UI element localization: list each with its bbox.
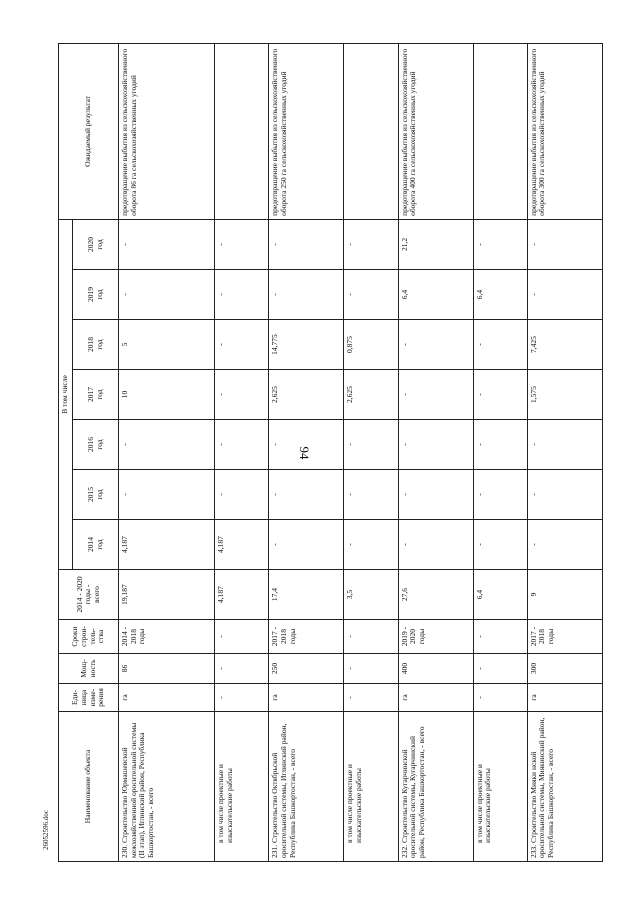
cell-2020: - [527,219,602,269]
total-cell: 17,4 [269,570,344,620]
header-2019: 2019 год [73,270,119,320]
term-cell: - [473,620,527,654]
header-including: В том числе [59,219,73,569]
cell-2015: - [344,470,398,520]
unit-cell: - [215,684,269,712]
term-cell: 2017 - 2018 годы [269,620,344,654]
header-capacity: Мощ- ность [59,654,119,684]
cell-2016: - [344,420,398,470]
cell-2018: - [473,320,527,370]
cell-2014: 4,187 [119,520,215,570]
rotated-table-area [58,44,603,862]
cell-2020: - [344,219,398,269]
cell-2020: - [269,219,344,269]
capacity-cell: 86 [119,654,215,684]
result-cell [344,43,398,219]
page-number: 94 [297,446,312,460]
result-cell: предотвращение выбытия из сельскохозяйственного оборота 300 га сельскохозяйственных угодий [527,43,602,219]
cell-2019: 6,4 [398,270,473,320]
header-2018: 2018 год [73,320,119,370]
cell-2018: - [398,320,473,370]
header-2020: 2020 год [73,219,119,269]
cell-2014: - [344,520,398,570]
header-name: Наименование объекта [59,712,119,862]
cell-2014: - [473,520,527,570]
total-cell: 27,6 [398,570,473,620]
cell-2018: 0,875 [344,320,398,370]
table-row [269,43,344,861]
object-name: в том числе проектные и изыскательские работы [215,712,269,862]
cell-2017: - [473,370,527,420]
capacity-cell: 400 [398,654,473,684]
cell-2016: - [269,420,344,470]
result-cell [473,43,527,219]
object-name: 231. Строительство Октябрьской оросительной системы, Иглинский район, Республика Башкортостан, - всего [269,712,344,862]
object-name: в том числе проектные и изыскательские работы [473,712,527,862]
cell-2019: - [215,270,269,320]
cell-2016: - [215,420,269,470]
term-cell: 2019 - 2020 годы [398,620,473,654]
header-term: Сроки строи- тель- ства [59,620,119,654]
header-result: Ожидаемый результат [59,43,119,219]
cell-2014: - [269,520,344,570]
total-cell: 4,187 [215,570,269,620]
object-name: 230. Строительство Юрмашевской межхозяйственной оросительной системы (II этап), Иглинский район, Республика Башкортостан, - всего [119,712,215,862]
total-cell: 9 [527,570,602,620]
cell-2019: - [119,270,215,320]
table-header [59,43,119,861]
unit-cell: - [344,684,398,712]
result-cell [215,43,269,219]
cell-2017: 10 [119,370,215,420]
cell-2015: - [215,470,269,520]
result-cell: предотвращение выбытия из сельскохозяйственного оборота 86 га сельскохозяйственных угодий [119,43,215,219]
cell-2018: 14,775 [269,320,344,370]
cell-2018: 7,425 [527,320,602,370]
cell-2019: - [344,270,398,320]
cell-2017: 2,625 [269,370,344,420]
result-cell: предотвращение выбытия из сельскохозяйственного оборота 250 га сельскохозяйственных угодий [269,43,344,219]
header-unit: Еди- ница изме- рения [59,684,119,712]
table-row [527,43,602,861]
cell-2017: - [215,370,269,420]
cell-2020: - [473,219,527,269]
cell-2015: - [473,470,527,520]
cell-2015: - [269,470,344,520]
cell-2017: 1,575 [527,370,602,420]
cell-2014: 4,187 [215,520,269,570]
cell-2015: - [398,470,473,520]
cell-2015: - [119,470,215,520]
cell-2020: - [119,219,215,269]
object-name: в том числе проектные и изыскательские работы [344,712,398,862]
table-row [398,43,473,861]
cell-2016: - [473,420,527,470]
cell-2014: - [527,520,602,570]
term-cell: 2014 - 2018 годы [119,620,215,654]
total-cell: 3,5 [344,570,398,620]
unit-cell: га [269,684,344,712]
cell-2014: - [398,520,473,570]
construction-objects-table [58,43,603,862]
cell-2019: - [527,270,602,320]
cell-2018: - [215,320,269,370]
table-row [215,43,269,861]
term-cell: 2017 - 2018 годы [527,620,602,654]
cell-2020: - [215,219,269,269]
unit-cell: га [398,684,473,712]
cell-2020: 21,2 [398,219,473,269]
cell-2019: 6,4 [473,270,527,320]
table-wrapper [58,44,603,862]
cell-2019: - [269,270,344,320]
unit-cell: га [527,684,602,712]
term-cell: - [344,620,398,654]
cell-2017: - [398,370,473,420]
object-name: 232. Строительство Кугарчинской оросительной системы, Кугарчинский район, Республика Башкортостан, - всего [398,712,473,862]
header-total: 2014 - 2020 годы - всего [59,570,119,620]
capacity-cell: 300 [527,654,602,684]
header-2014: 2014 год [73,520,119,570]
unit-cell: - [473,684,527,712]
table-row [473,43,527,861]
cell-2017: 2,625 [344,370,398,420]
table-row [344,43,398,861]
cell-2016: - [527,420,602,470]
capacity-cell: 250 [269,654,344,684]
result-cell: предотвращение выбытия из сельскохозяйственного оборота 400 га сельскохозяйственных угодий [398,43,473,219]
cell-2015: - [527,470,602,520]
unit-cell: га [119,684,215,712]
header-2015: 2015 год [73,470,119,520]
cell-2016: - [119,420,215,470]
header-2017: 2017 год [73,370,119,420]
object-name: 233. Строительство Мияки нской оросительной системы, Миякинский район, Республика Башкортостан, - всего [527,712,602,862]
header-2016: 2016 год [73,420,119,470]
document-code: 26052596.doc [42,810,50,850]
table-body [119,43,603,861]
table-row [119,43,215,861]
capacity-cell: - [473,654,527,684]
cell-2018: 5 [119,320,215,370]
cell-2016: - [398,420,473,470]
term-cell: - [215,620,269,654]
total-cell: 6,4 [473,570,527,620]
total-cell: 19,187 [119,570,215,620]
capacity-cell: - [344,654,398,684]
capacity-cell: - [215,654,269,684]
